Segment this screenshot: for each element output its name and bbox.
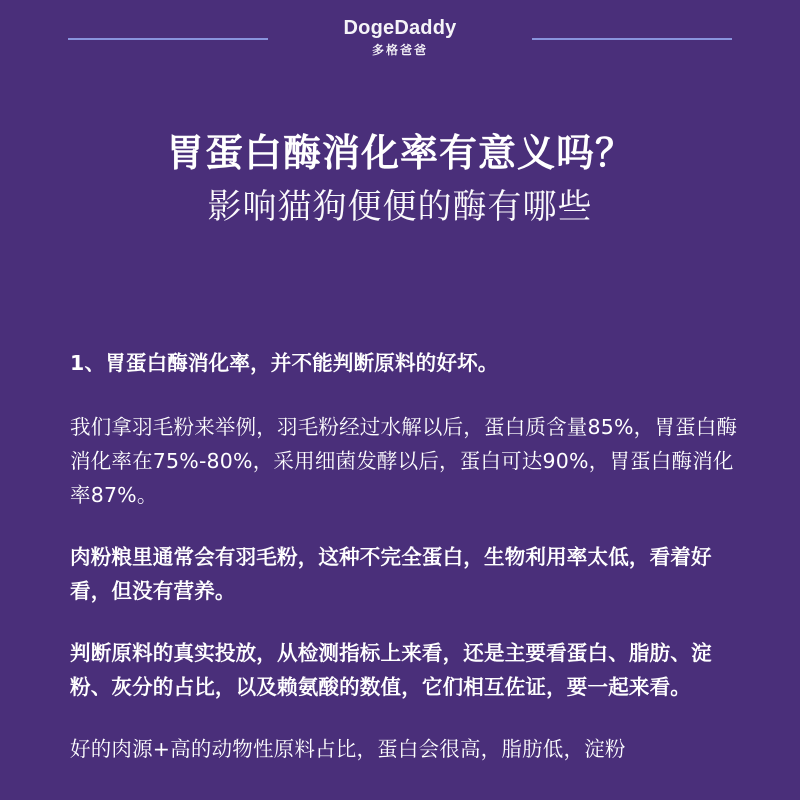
title-block xyxy=(0,132,800,227)
section-heading: 1、胃蛋白酶消化率，并不能判断原料的好坏。 xyxy=(70,351,499,375)
brand-name: DogeDaddy xyxy=(343,17,457,39)
paragraph-feather-meal: 我们拿羽毛粉来举例，羽毛粉经过水解以后，蛋白质含量85%，胃蛋白酶消化率在75%-80%，采用细菌发酵以后，蛋白可达90%，胃蛋白酶消化率87%。 xyxy=(70,415,738,507)
paragraph-meat-meal: 肉粉粮里通常会有羽毛粉，这种不完全蛋白，生物利用率太低，看着好看，但没有营养。 xyxy=(70,545,712,603)
article-content xyxy=(70,346,740,766)
page-title: 胃蛋白酶消化率有意义吗？ xyxy=(165,131,634,175)
brand-subtitle: 多格爸爸 xyxy=(371,43,428,57)
brand-header xyxy=(0,18,800,56)
paragraph-good-meat-source: 好的肉源+高的动物性原料占比，蛋白会很高，脂肪低，淀粉 xyxy=(70,737,626,761)
paragraph-indicators: 判断原料的真实投放，从检测指标上来看，还是主要看蛋白、脂肪、淀粉、灰分的占比，以及赖氨酸的数值，它们相互佐证，要一起来看。 xyxy=(70,641,712,699)
page-subtitle: 影响猫狗便便的酶有哪些 xyxy=(207,186,593,227)
